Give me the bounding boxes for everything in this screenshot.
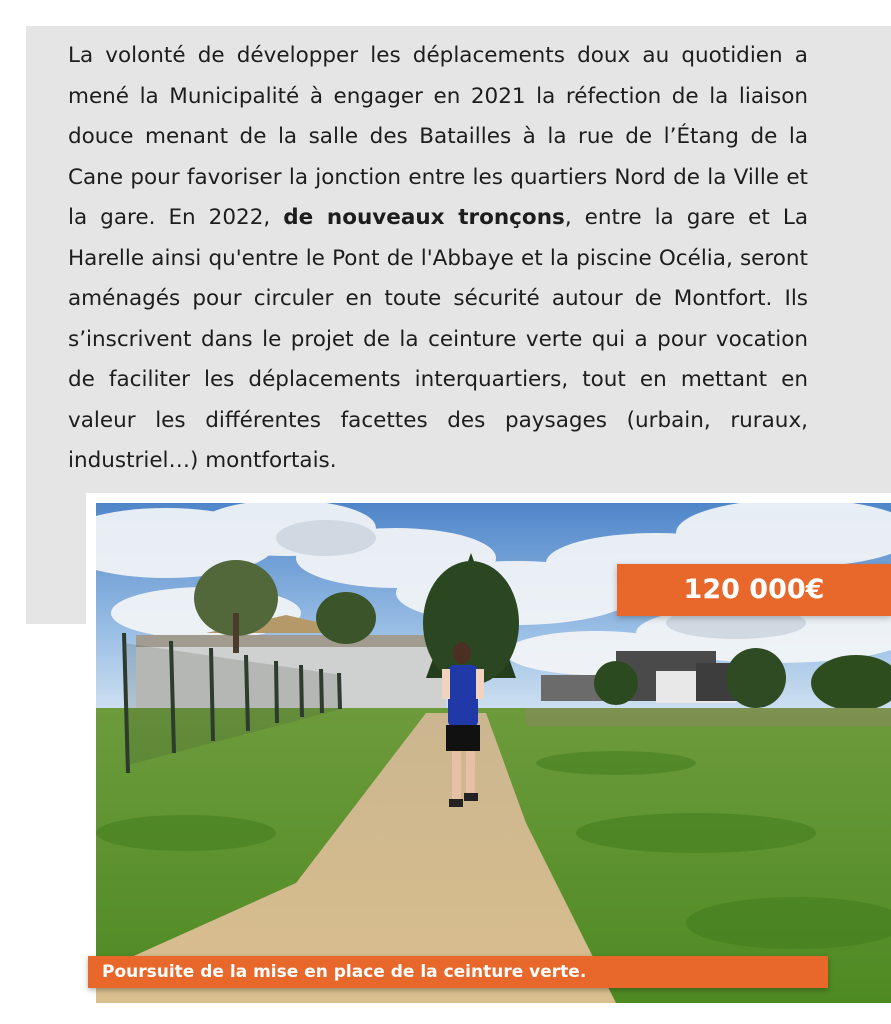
- photo-caption: Poursuite de la mise en place de la ceinture verte.: [88, 956, 828, 988]
- article-text-part2: , entre la gare et La Harelle ainsi qu'entre le Pont de l'Abbaye et la piscine Océlia, seront aménagés pour circuler en toute sécurité autour de Montfort. Ils s’inscrivent dans le projet de la ceinture verte qui a pour vocation de faciliter les déplacements interquartiers, tout en mettant en valeur les différentes facettes des paysages (urbain, ruraux, industriel…) montfortais.: [68, 205, 809, 473]
- article-paragraph: [68, 36, 808, 482]
- price-badge: 120 000€: [617, 564, 891, 616]
- article-text-part1: La volonté de développer les déplacements doux au quotidien a mené la Municipalité à engager en 2021 la réfection de la liaison douce menant de la salle des Batailles à la rue de l’Étang de la Cane pour favoriser la jonction entre les quartiers Nord de la Ville et la gare. En 2022,: [68, 43, 808, 230]
- article-text-bold: de nouveaux tronçons: [283, 205, 565, 230]
